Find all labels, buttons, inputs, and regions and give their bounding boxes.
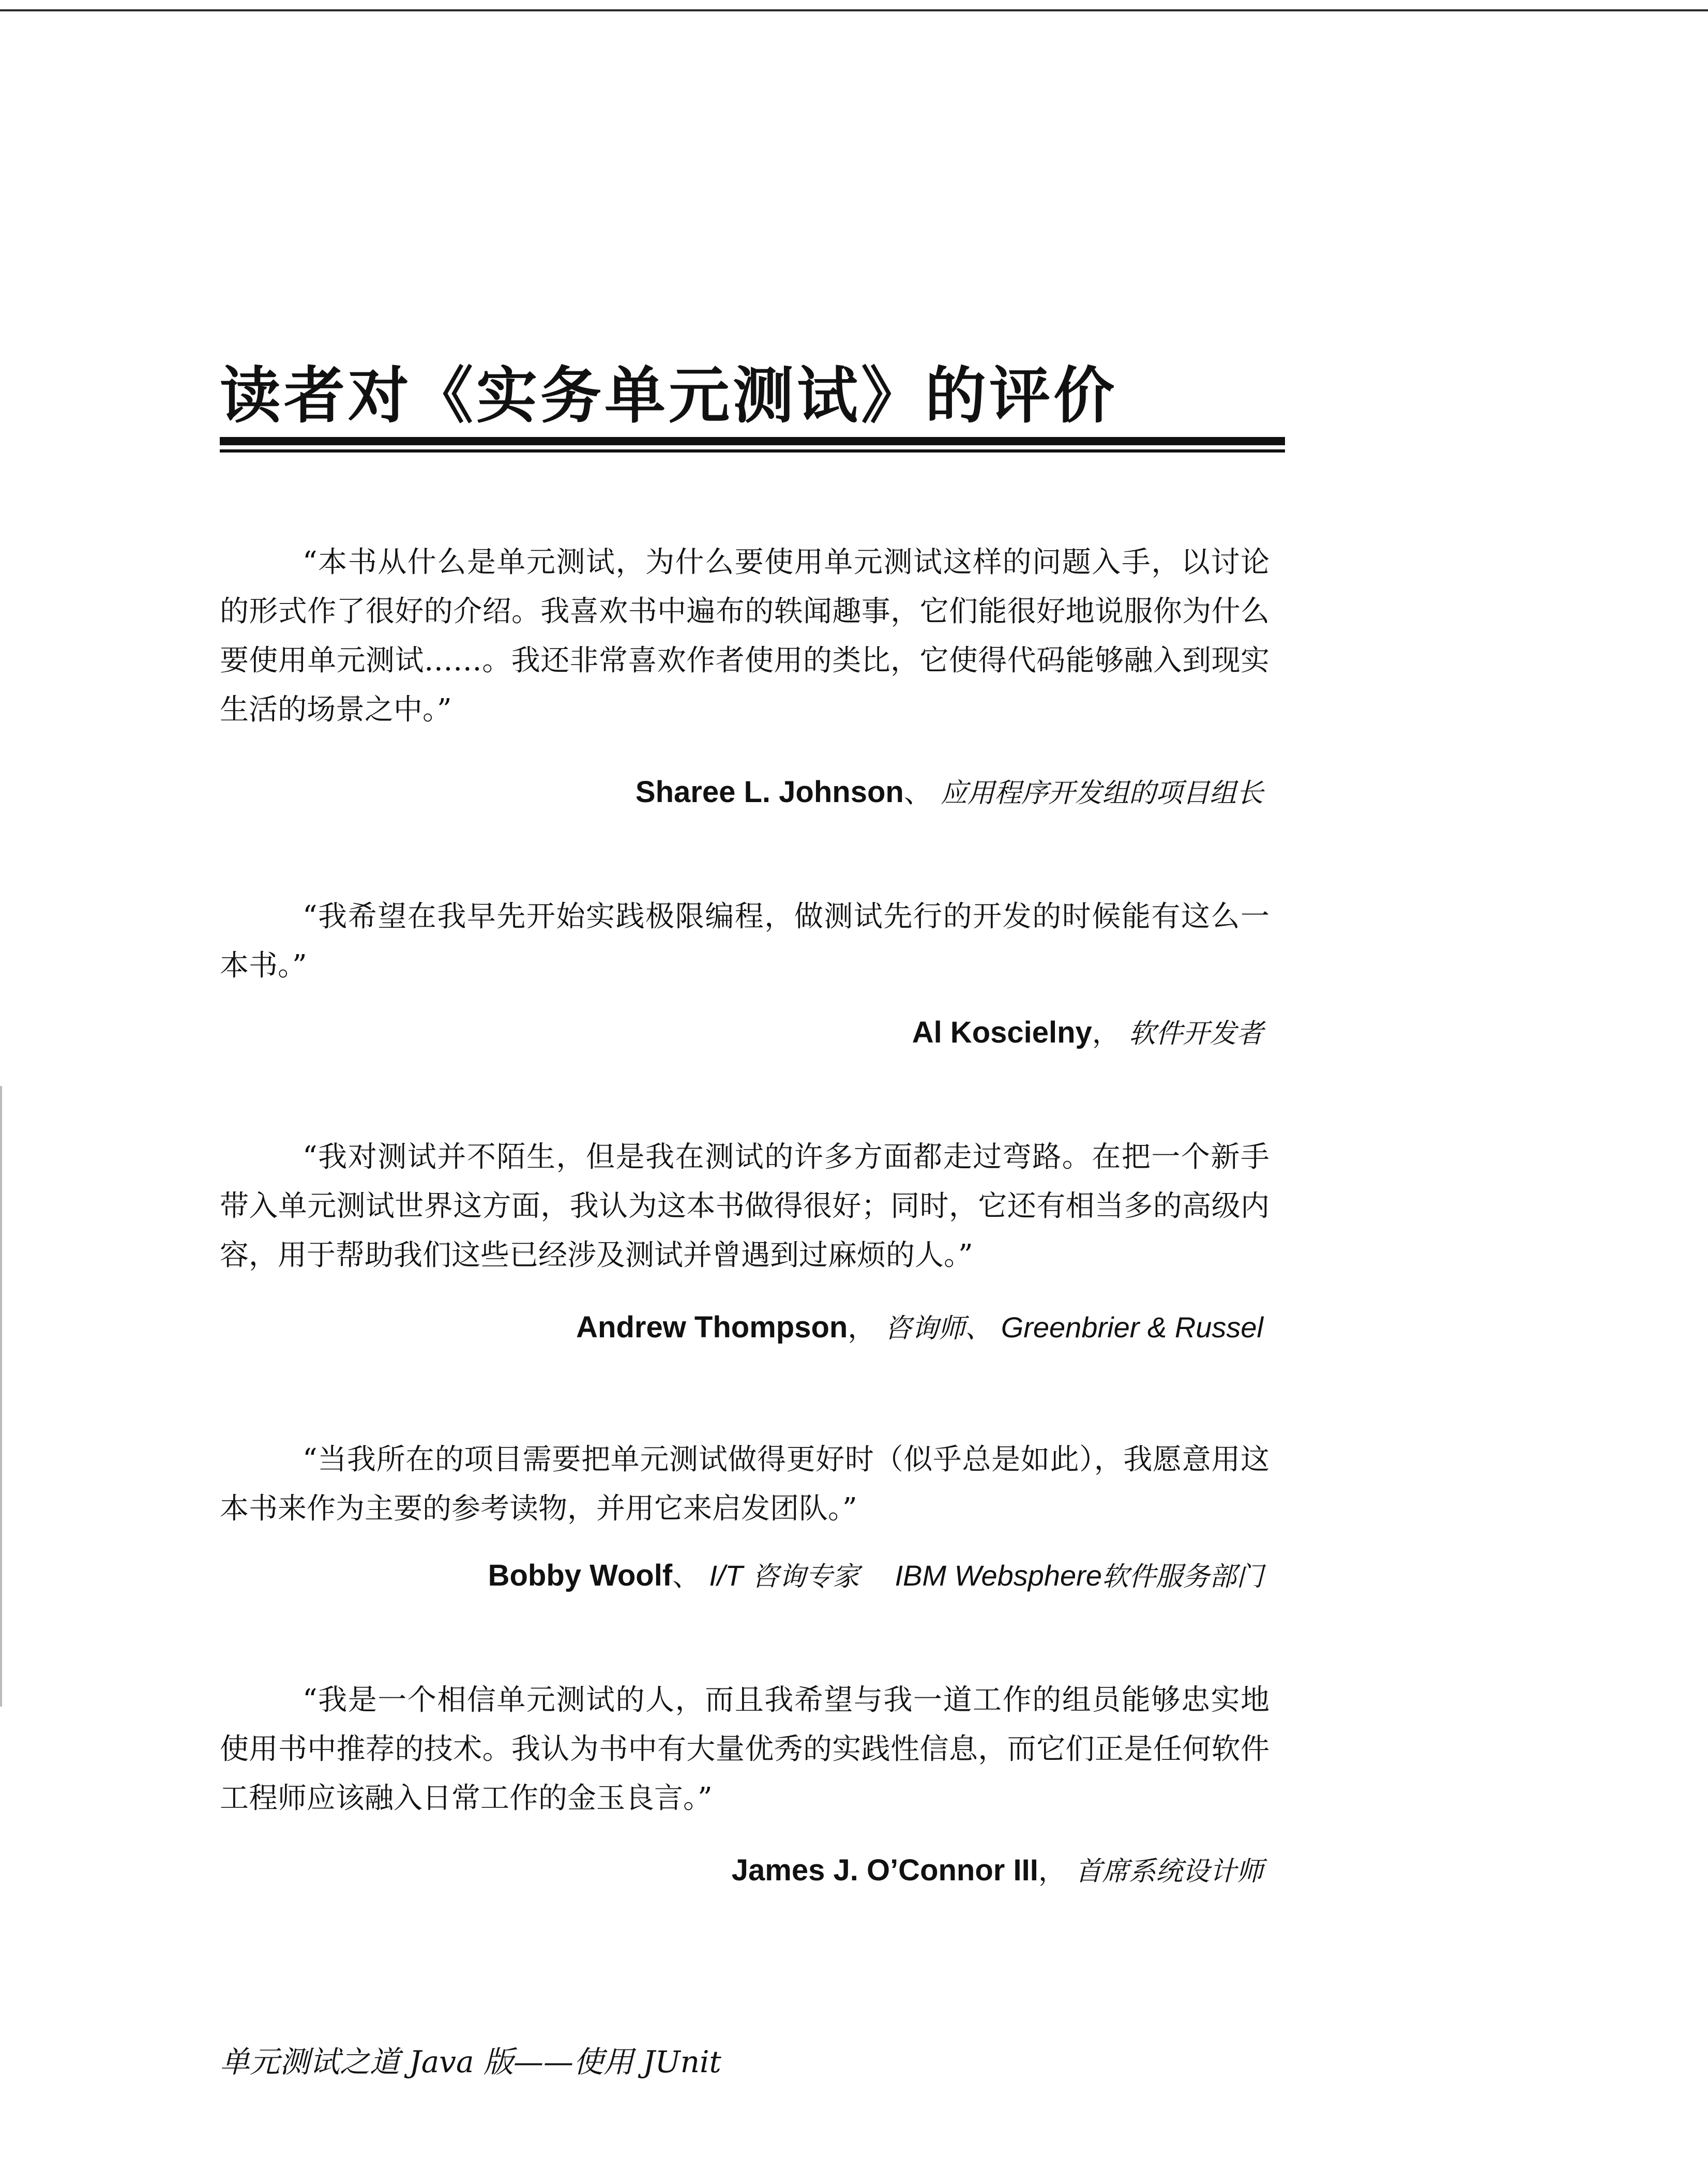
separator: ，	[1092, 1017, 1120, 1049]
reviewer-name: Bobby Woolf	[488, 1559, 673, 1592]
separator: ，	[848, 1311, 876, 1344]
review-quote-4: “当我所在的项目需要把单元测试做得更好时（似乎总是如此），我愿意用这本书来作为主要的参考读物，并用它来启发团队。”	[220, 1443, 1269, 1526]
reviewer-role: 首席系统设计师	[1075, 1856, 1263, 1887]
reviewer-organization: IBM Websphere	[895, 1559, 1102, 1592]
review-quote-3: “我对测试并不陌生，但是我在测试的许多方面都走过弯路。在把一个新手带入单元测试世界这方面，我认为这本书做得很好；同时，它还有相当多的高级内容，用于帮助我们这些已经涉及测试并曾遇到过麻烦的人。”	[220, 1140, 1269, 1272]
review-attribution-3	[576, 1306, 1263, 1346]
review-quote-2: “我希望在我早先开始实践极限编程，做测试先行的开发的时候能有这么一本书。”	[220, 900, 1269, 983]
reviewer-role: 应用程序开发组的项目组长	[940, 778, 1263, 809]
page-title: 读者对《实务单元测试》的评价	[220, 360, 1118, 431]
review-attribution-5	[732, 1849, 1263, 1889]
separator: 、	[672, 1560, 701, 1592]
reviewer-role: 咨询专家	[751, 1561, 859, 1592]
review-quote-1: “本书从什么是单元测试，为什么要使用单元测试这样的问题入手，以讨论的形式作了很好的介绍。我喜欢书中遍布的轶闻趣事，它们能很好地说服你为什么要使用单元测试……。我还非常喜欢作者使用的类比，它使得代码能够融入到现实生活的场景之中。”	[220, 546, 1269, 727]
reviewer-name: Al Koscielny	[912, 1016, 1092, 1049]
review-attribution-2	[912, 1011, 1263, 1051]
title-rule-thick	[220, 437, 1285, 445]
scan-border-top	[0, 9, 1708, 11]
reviewer-org-suffix: 软件服务部门	[1101, 1561, 1263, 1592]
review-attribution-4	[488, 1554, 1263, 1594]
reviewer-name: Andrew Thompson	[576, 1310, 848, 1344]
reviewer-role: 咨询师、	[884, 1313, 992, 1344]
review-quote-5: “我是一个相信单元测试的人，而且我希望与我一道工作的组员能够忠实地使用书中推荐的技术。我认为书中有大量优秀的实践性信息，而它们正是任何软件工程师应该融入日常工作的金玉良言。”	[220, 1683, 1269, 1815]
reviewer-role-prefix: I/T	[709, 1559, 743, 1592]
scan-border-left	[0, 1086, 2, 1707]
separator: 、	[903, 776, 932, 809]
title-rule-thin	[220, 449, 1285, 452]
reviewer-name: Sharee L. Johnson	[635, 775, 904, 809]
page-footer: 单元测试之道 Java 版——使用 JUnit	[220, 2044, 721, 2079]
reviewer-role: 软件开发者	[1128, 1018, 1263, 1049]
reviewer-name: James J. O’Connor III	[731, 1853, 1038, 1887]
separator: ，	[1038, 1854, 1066, 1887]
reviewer-organization: Greenbrier & Russel	[1001, 1311, 1263, 1344]
review-attribution-1	[636, 771, 1263, 810]
